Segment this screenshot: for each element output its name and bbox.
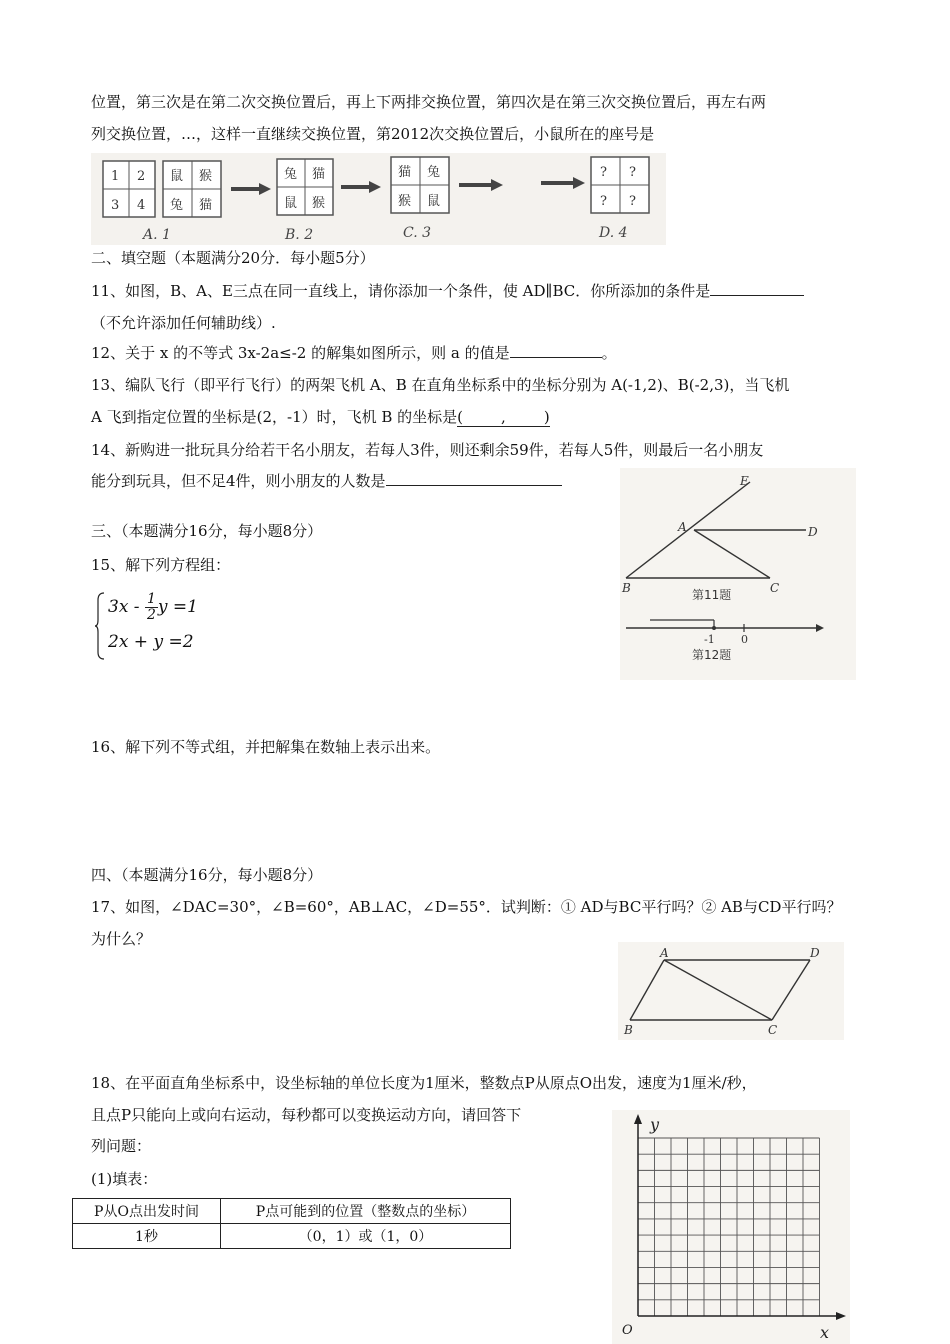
grid3-cell-2: 兔 xyxy=(427,165,441,180)
grid1b-cell-1: 鼠 xyxy=(170,169,184,184)
fig11-caption: 第11题 xyxy=(692,588,732,602)
option-c-caption: C. 3 xyxy=(403,225,432,241)
q15-equation-2: 2x + y =2 xyxy=(108,632,194,652)
grid3-cell-4: 鼠 xyxy=(427,194,441,209)
grid2-cell-2: 猫 xyxy=(312,167,326,182)
q17-line1: 17、如图，∠DAC=30°，∠B=60°，AB⊥AC，∠D=55°．试判断：① AD与BC平行吗？② AB与CD平行吗？ xyxy=(91,898,842,916)
grid4-cell-1: ? xyxy=(600,165,607,180)
swap-grids-figure xyxy=(91,153,666,245)
grid2-cell-3: 鼠 xyxy=(284,196,298,211)
grid4-cell-4: ? xyxy=(629,194,636,209)
fig12-tick-0: 0 xyxy=(741,633,748,646)
origin-label: O xyxy=(622,1323,633,1338)
q12-text: 12、关于 x 的不等式 3x-2a≤-2 的解集如图所示，则 a 的值是 xyxy=(91,344,510,362)
q18-line4: (1)填表： xyxy=(91,1170,158,1188)
grid4-cell-2: ? xyxy=(629,165,636,180)
q17-line2: 为什么？ xyxy=(91,930,152,948)
q10-line1: 位置，第三次是在第二次交换位置后，再上下两排交换位置，第四次是在第三次交换位置后，再左右两 xyxy=(91,93,767,111)
q18-line3: 列问题： xyxy=(91,1137,152,1155)
grid1-cell-1: 1 xyxy=(111,169,120,184)
grid-swap-3 xyxy=(391,157,449,213)
grid4-cell-3: ? xyxy=(600,194,607,209)
q13-line2 xyxy=(91,407,550,427)
grid1b-cell-4: 猫 xyxy=(199,198,213,213)
grid1-cell-4: 4 xyxy=(137,198,146,213)
q14-line1: 14、新购进一批玩具分给若干名小朋友，若每人3件，则还剩余59件，若每人5件，则最后一名小朋友 xyxy=(91,441,764,459)
q14-line2 xyxy=(91,471,562,491)
grid1-cell-2: 2 xyxy=(137,169,146,184)
grid3-cell-1: 猫 xyxy=(398,165,412,180)
fig11-label-a: A xyxy=(678,520,687,534)
q18-line2: 且点P只能向上或向右运动，每秒都可以变换运动方向，请回答下 xyxy=(91,1106,522,1124)
fig17-label-d: D xyxy=(810,946,820,960)
fig11-label-d: D xyxy=(808,525,818,539)
option-b-caption: B. 2 xyxy=(285,227,314,243)
fig12-tick-neg1: -1 xyxy=(704,633,715,646)
grid2-cell-4: 猴 xyxy=(312,196,326,211)
table-header-row xyxy=(73,1199,511,1224)
q11-answer-blank[interactable] xyxy=(710,281,804,296)
grid-swap-2 xyxy=(277,159,333,215)
q12-suffix: 。 xyxy=(601,344,617,362)
fraction-half: $\frac{1}{2}$ xyxy=(146,591,156,623)
table-cell-position[interactable]: （0，1）或（1，0） xyxy=(221,1224,511,1249)
grid-seat-numbers xyxy=(103,161,155,217)
grid3-cell-3: 猴 xyxy=(398,194,412,209)
figure-17 xyxy=(618,942,844,1040)
table-header-position: P点可能到的位置（整数点的坐标） xyxy=(221,1199,511,1224)
x-axis-label: x xyxy=(820,1323,830,1342)
figure-11-12 xyxy=(620,468,856,680)
q12-line xyxy=(91,343,617,363)
section3-title: 三、（本题满分16分，每小题8分） xyxy=(91,522,323,540)
grid1b-cell-3: 兔 xyxy=(170,198,184,213)
q18-line1: 18、在平面直角坐标系中，设坐标轴的单位长度为1厘米，整数点P从原点O出发，速度为1厘米/秒， xyxy=(91,1074,757,1092)
q13-line1: 13、编队飞行（即平行飞行）的两架飞机 A、B 在直角坐标系中的坐标分别为 A(-1,2)、B(-2,3)，当飞机 xyxy=(91,376,790,394)
q12-answer-blank[interactable] xyxy=(510,343,602,358)
option-a-caption: A. 1 xyxy=(143,227,171,243)
q14-answer-blank[interactable] xyxy=(386,471,562,486)
fig11-label-b: B xyxy=(622,581,631,595)
q15-equation-1: 3x - $\frac{1}{2}y =1$ xyxy=(108,591,198,623)
y-axis-label: y xyxy=(650,1115,660,1134)
q13-answer-blank[interactable]: ( , ) xyxy=(457,408,550,426)
grid-question xyxy=(591,157,649,213)
grid1b-cell-2: 猴 xyxy=(199,169,213,184)
q16-text: 16、解下列不等式组，并把解集在数轴上表示出来。 xyxy=(91,738,441,756)
q18-fill-table xyxy=(72,1198,511,1249)
q14-text: 能分到玩具，但不足4件，则小朋友的人数是 xyxy=(91,472,386,490)
q11-line2: （不允许添加任何辅助线）. xyxy=(91,314,276,332)
q10-line2: 列交换位置，…，这样一直继续交换位置，第2012次交换位置后，小鼠所在的座号是 xyxy=(91,125,655,143)
table-row xyxy=(73,1224,511,1249)
q15-text: 15、解下列方程组： xyxy=(91,556,231,574)
section2-title: 二、填空题（本题满分20分．每小题5分） xyxy=(91,249,375,267)
fig17-label-b: B xyxy=(624,1023,633,1037)
table-header-time: P从O点出发时间 xyxy=(73,1199,221,1224)
fig12-caption: 第12题 xyxy=(692,648,732,662)
q11-text: 11、如图，B、A、E三点在同一直线上，请你添加一个条件，使 AD∥BC．你所添加的条件是 xyxy=(91,282,711,300)
fig11-label-c: C xyxy=(770,581,780,595)
grid-initial-animals xyxy=(163,161,221,217)
grid2-cell-1: 兔 xyxy=(284,167,298,182)
section4-title: 四、（本题满分16分，每小题8分） xyxy=(91,866,323,884)
fig17-label-a: A xyxy=(660,946,669,960)
fig11-label-e: E xyxy=(740,474,749,488)
table-cell-time: 1秒 xyxy=(73,1224,221,1249)
grid1-cell-3: 3 xyxy=(111,198,120,213)
q11-line1 xyxy=(91,281,804,301)
q13-text: A 飞到指定位置的坐标是(2，-1）时，飞机 B 的坐标是 xyxy=(91,408,458,426)
brace-icon xyxy=(94,592,106,660)
fig17-label-c: C xyxy=(768,1023,778,1037)
option-d-caption: D. 4 xyxy=(599,225,628,241)
figure-18-coordinate-grid xyxy=(612,1110,850,1344)
